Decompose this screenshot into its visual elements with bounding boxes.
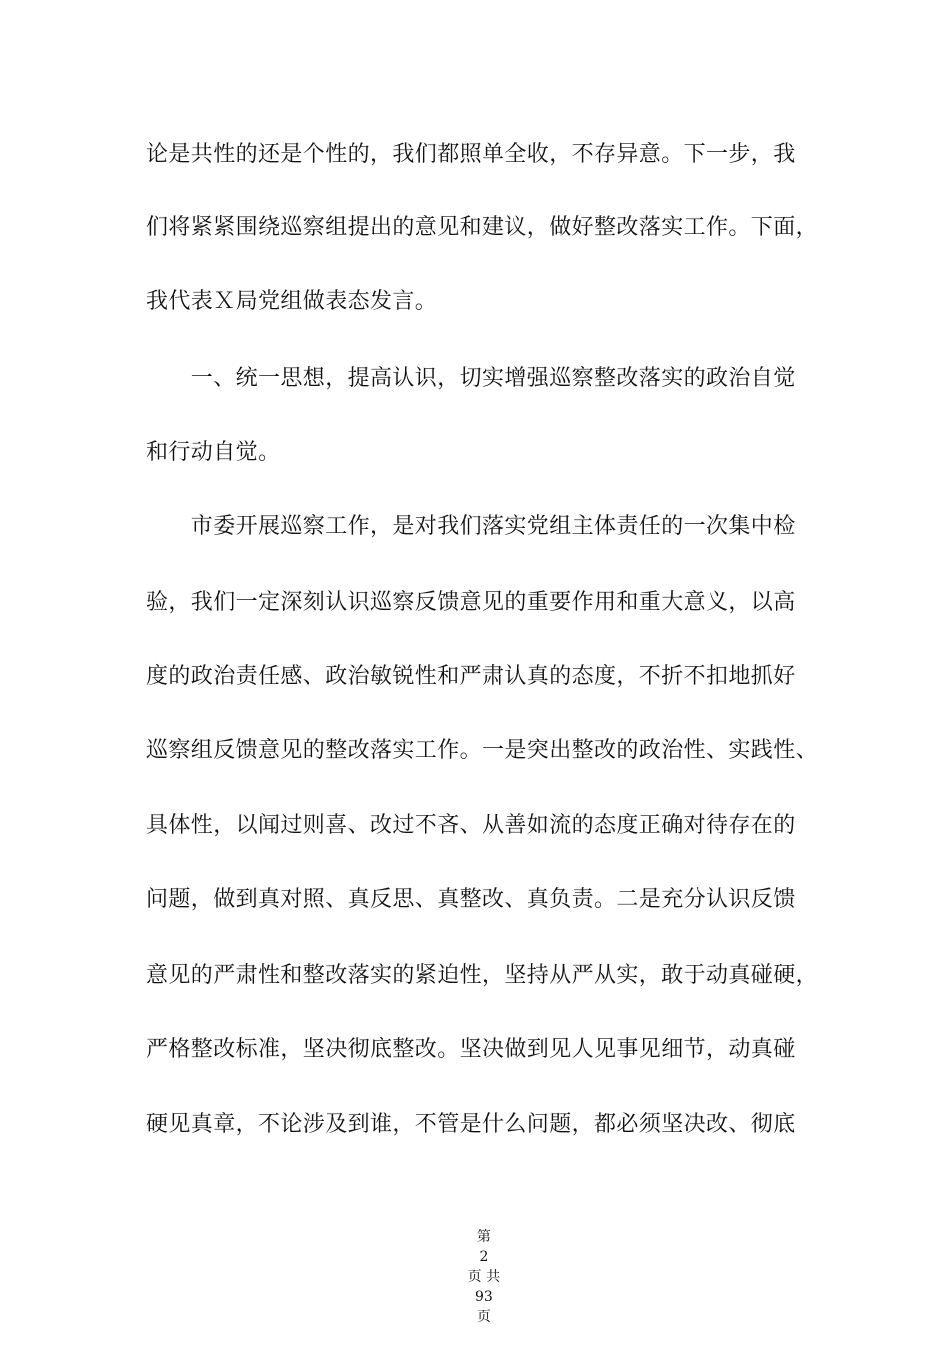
- footer-total-pages: 93: [474, 1289, 493, 1305]
- footer-suffix: 页: [476, 1309, 491, 1325]
- footer-prefix: 第: [476, 1229, 491, 1245]
- text-line-14: 硬见真章，不论涉及到谁，不管是什么问题，都必须坚决改、彻底: [146, 1112, 796, 1137]
- page-footer: [0, 1207, 950, 1347]
- text-line-9: 巡察组反馈意见的整改落实工作。一是突出整改的政治性、实践性、: [146, 738, 819, 763]
- text-line-8: 度的政治责任感、政治敏锐性和严肃认真的态度，不折不扣地抓好: [146, 664, 796, 689]
- text-line-3: 我代表Ｘ局党组做表态发言。: [146, 289, 438, 314]
- text-line-6: 市委开展巡察工作，是对我们落实党组主体责任的一次集中检: [146, 514, 796, 539]
- text-line-7: 验，我们一定深刻认识巡察反馈意见的重要作用和重大意义，以高: [146, 590, 796, 615]
- footer-page-number: 2: [479, 1249, 489, 1265]
- text-line-11: 问题，做到真对照、真反思、真整改、真负责。二是充分认识反馈: [146, 887, 796, 912]
- text-line-1: 论是共性的还是个性的，我们都照单全收，不存异意。下一步，我: [146, 142, 796, 167]
- text-line-2: 们将紧紧围绕巡察组提出的意见和建议，做好整改落实工作。下面，: [146, 215, 819, 240]
- section-heading-line-1: 一、统一思想，提高认识，切实增强巡察整改落实的政治自觉: [146, 366, 796, 391]
- section-heading-line-2: 和行动自觉。: [146, 440, 281, 465]
- text-line-12: 意见的严肃性和整改落实的紧迫性，坚持从严从实，敢于动真碰硬，: [146, 963, 819, 988]
- text-line-10: 具体性，以闻过则喜、改过不吝、从善如流的态度正确对待存在的: [146, 813, 796, 838]
- text-line-13: 严格整改标准，坚决彻底整改。坚决做到见人见事见细节，动真碰: [146, 1037, 796, 1062]
- footer-middle: 页 共: [467, 1269, 501, 1285]
